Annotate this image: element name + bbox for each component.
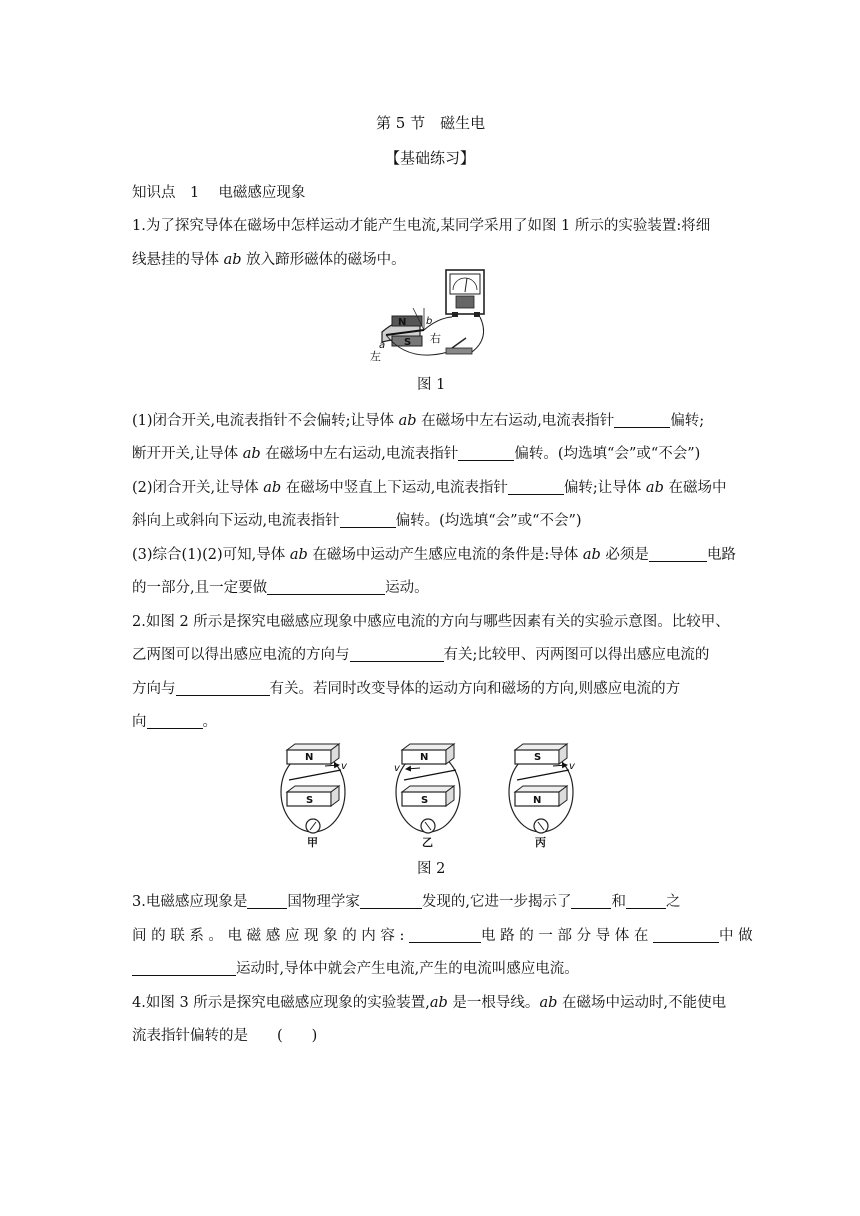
answer-blank[interactable] xyxy=(626,893,666,909)
yi-bottom-pole: S xyxy=(421,795,429,806)
bing-label: 丙 xyxy=(535,836,546,849)
q1-line1: 1.为了探究导体在磁场中怎样运动才能产生电流,某同学采用了如图 1 所示的实验装置:将细 xyxy=(132,218,711,234)
figure-2-yi xyxy=(394,744,460,849)
answer-blank[interactable] xyxy=(409,927,481,943)
answer-blank[interactable] xyxy=(267,579,385,595)
answer-blank[interactable] xyxy=(132,960,236,976)
answer-blank[interactable] xyxy=(508,479,564,495)
section-title: 第 5 节 磁生电 xyxy=(376,114,486,132)
q1-part2-line2: 斜向上或斜向下运动,电流表指针 偏转。(均选填“会”或“不会”) xyxy=(132,513,582,529)
fig1-label-a: a xyxy=(379,340,386,351)
bing-bottom-pole: N xyxy=(533,795,542,806)
knowledge-point: 知识点 1 电磁感应现象 xyxy=(132,185,306,201)
q1-part3-line1: (3)综合(1)(2)可知,导体 ab 在磁场中运动产生感应电流的条件是:导体 ab 必须是 电路 xyxy=(132,547,736,563)
q3-line2: 间 的 联 系 。 电 磁 感 应 现 象 的 内 容 : 电 路 的 一 部 分 导 体 在 中 做 xyxy=(132,928,753,944)
q4-line2: 流表指针偏转的是 ( ) xyxy=(132,1028,318,1044)
jia-label: 甲 xyxy=(307,836,318,849)
answer-blank[interactable] xyxy=(360,893,422,909)
q3-line3: 运动时,导体中就会产生电流,产生的电流叫感应电流。 xyxy=(132,957,579,978)
yi-top-pole: N xyxy=(420,752,429,763)
answer-blank[interactable] xyxy=(350,646,444,662)
fig1-label-s: S xyxy=(404,337,412,348)
figure-2-diagrams xyxy=(275,738,585,850)
answer-blank[interactable] xyxy=(176,680,270,696)
yi-label: 乙 xyxy=(422,836,433,849)
subheading: 【基础练习】 xyxy=(385,149,476,167)
figure-2-bing xyxy=(509,744,576,849)
jia-bottom-pole: S xyxy=(306,795,314,806)
jia-velocity: v xyxy=(341,761,347,772)
q2-line3: 方向与 有关。若同时改变导体的运动方向和磁场的方向,则感应电流的方 xyxy=(132,681,681,697)
bing-velocity: v xyxy=(569,761,575,772)
answer-blank[interactable] xyxy=(614,412,670,428)
answer-blank[interactable] xyxy=(147,713,203,729)
q2-line2: 乙两图可以得出感应电流的方向与 有关;比较甲、丙两图可以得出感应电流的 xyxy=(132,647,710,663)
fig1-label-n: N xyxy=(398,317,407,328)
answer-blank[interactable] xyxy=(247,893,287,909)
q1-part1-line1: (1)闭合开关,电流表指针不会偏转;让导体 ab 在磁场中左右运动,电流表指针 偏转; xyxy=(132,413,705,429)
answer-blank[interactable] xyxy=(653,927,719,943)
figure-2-caption: 图 2 xyxy=(417,861,446,877)
bing-top-pole: S xyxy=(534,752,542,763)
q1-line2: 线悬挂的导体 ab 放入蹄形磁体的磁场中。 xyxy=(132,252,406,268)
answer-blank[interactable] xyxy=(649,546,707,562)
answer-blank[interactable] xyxy=(340,512,396,528)
q4-line1: 4.如图 3 所示是探究电磁感应现象的实验装置,ab 是一根导线。ab 在磁场中运动时,不能使电 xyxy=(132,995,727,1011)
figure-1-caption: 图 1 xyxy=(417,377,446,393)
q1-part2-line1: (2)闭合开关,让导体 ab 在磁场中竖直上下运动,电流表指针 偏转;让导体 ab 在磁场中 xyxy=(132,480,727,496)
fig1-label-b: b xyxy=(426,316,433,327)
fig1-label-left: 左 xyxy=(370,350,381,363)
figure-1-apparatus xyxy=(368,268,492,370)
fig1-label-right: 右 xyxy=(430,332,441,345)
answer-blank[interactable] xyxy=(458,445,514,461)
answer-blank[interactable] xyxy=(571,893,611,909)
q2-line4: 向 。 xyxy=(132,714,217,730)
figure-2-jia xyxy=(281,744,348,849)
q1-part1-line2: 断开开关,让导体 ab 在磁场中左右运动,电流表指针 偏转。(均选填“会”或“不会”) xyxy=(132,446,701,462)
yi-velocity: v xyxy=(394,763,400,774)
jia-top-pole: N xyxy=(305,752,314,763)
q3-line1: 3.电磁感应现象是 国物理学家 发现的,它进一步揭示了 和 之 xyxy=(132,894,681,910)
q2-line1: 2.如图 2 所示是探究电磁感应现象中感应电流的方向与哪些因素有关的实验示意图。比较甲、 xyxy=(132,614,730,630)
q1-part3-line2: 的一部分,且一定要做 运动。 xyxy=(132,580,429,596)
